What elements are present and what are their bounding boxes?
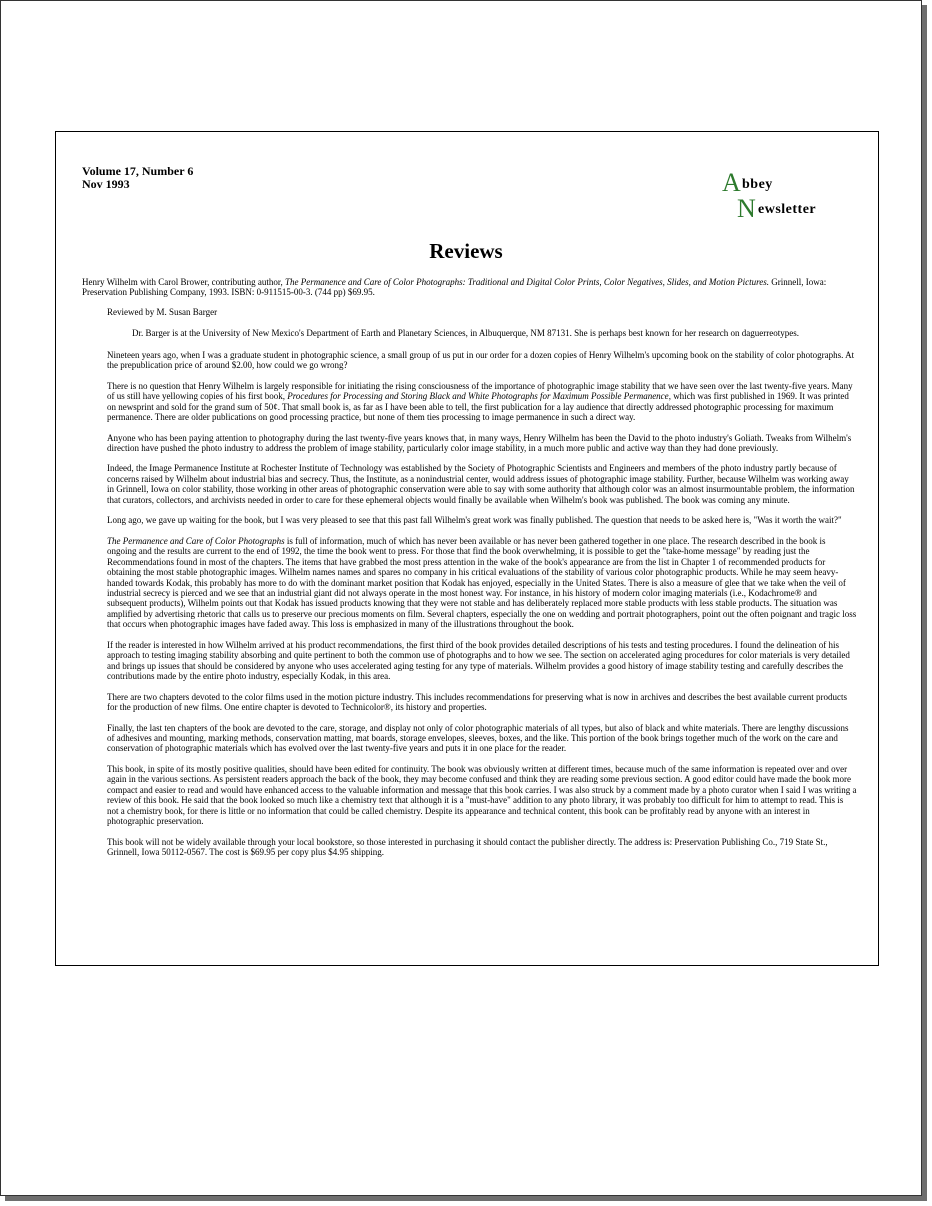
paragraph: There are two chapters devoted to the color films used in the motion picture industry. This includes recommendations for preserving what is now in archives and describes the best available current products for the production of new films. One entire chapter is devoted to Technicolor®, its history and properties.: [107, 691, 848, 713]
citation-title: The Permanence and Care of Color Photographs: Traditional and Digital Color Prints, Color Negatives, Slides, and Motion Pictures.: [284, 277, 770, 287]
paragraph: Indeed, the Image Permanence Institute at Rochester Institute of Technology was established by the Society of Photographic Scientists and Engineers and members of the photo industry partly because of concerns raised by Wilhelm about industrial bias and secrecy. Thus, the Institute, as a nonindustrial center, would address issues of photographic image stability. Further, because Wilhelm was working away in Grinnell, Iowa on color stability, those working in other areas of photographic conservation were able to say with some authority that although color was an almost insurmountable problem, the information that curators, collectors, and archivists needed in order to care for these ephemeral objects would finally be available when Wilhelm's book was published. The book was coming any minute.: [107, 463, 855, 505]
review-body: [82, 277, 857, 867]
paragraph: Nineteen years ago, when I was a graduate student in photographic science, a small group of us put in our order for a dozen copies of Henry Wilhelm's upcoming book on the stability of color photographs. At the prepublication price of around $2.00, how could we go wrong?: [107, 349, 855, 371]
volume-number: Volume 17, Number 6: [82, 164, 194, 178]
abbey-newsletter-logo: [720, 170, 850, 228]
citation-publisher: Grinnell, Iowa: Preservation Publishing Company, 1993. ISBN: 0-911515-00-3. (744 pp) $69.95.: [82, 277, 827, 298]
issue-info: [82, 165, 193, 191]
page-title: Reviews: [429, 239, 503, 263]
reviewer-bio: Dr. Barger is at the University of New Mexico's Department of Earth and Planetary Sciences, in Albuquerque, NM 87131. She is perhaps best known for her research on daguerreotypes.: [132, 328, 800, 339]
book-citation: [82, 277, 857, 298]
paragraph: The Permanence and Care of Color Photographs is full of information, much of which has never been available or has never been gathered together in one place. The research described in the book is ongoing and the results are current to the end of 1992, the time the book went to press. For those that find the book overwhelming, it is possible to get the "take-home message" by reading just the Recommendations found in most of the chapters. The items that have grabbed the most press attention in the wake of the book's appearance are from the list in Chapter 1 of recommended products for obtaining the most stable photographic images. Wilhelm names names and spares no company in his critical evaluations of the stability of various color photographic products. While he may seem heavy-handed towards Kodak, this probably has more to do with the dominant market position that Kodak has enjoyed, especially in the United States. There is also a measure of glee that we take when the veil of industrial secrecy is pierced and we see that an industrial giant did not always operate in the most honest way. For instance, in his history of modern color imaging materials (i.e., Kodachrome® and subsequent products), Wilhelm points out that Kodak has issued products knowing that they were not stable and has deliberately replaced more stable products with less stable products. The situation was amplified by advertising rhetoric that calls us to preserve our precious moments on film. Several chapters, especially the one on wedding and portrait photographers, point out the often poignant and tragic loss that occurs when photographic images have faded away. This loss is emphasized in many of the illustrations throughout the book.: [107, 535, 857, 630]
paragraph: This book will not be widely available through your local bookstore, so those interested in purchasing it should contact the publisher directly. The address is: Preservation Publishing Co., 719 State St., Grinnell, Iowa 50112-0567. The cost is $69.95 per copy plus $4.95 shipping.: [107, 836, 828, 858]
paragraph: Long ago, we gave up waiting for the book, but I was very pleased to see that this past fall Wilhelm's great work was finally published. The question that needs to be asked here is, "Was it worth the wait?": [107, 515, 842, 526]
logo-word-newsletter: ewsletter: [758, 202, 817, 217]
reviewer-line: Reviewed by M. Susan Barger: [107, 306, 218, 317]
paragraph: There is no question that Henry Wilhelm is largely responsible for initiating the rising consciousness of the importance of photographic image stability that we have seen over the last twenty-five years. Many of us still have yellowing copies of his first book, Procedures for Processing and Storing Black and White Photographs for Maximum Possible Permanence, which was first published in 1969. It was printed on newsprint and sold for the grand sum of 50¢. That small book is, as far as I have been able to tell, the first publication for a lay audience that directly addressed photographic processing for maximum permanence. There are older publications on good processing practice, but none of them ties processing to image permanence in such a direct way.: [107, 380, 853, 423]
paragraph: Anyone who has been paying attention to photography during the last twenty-five years knows that, in many ways, Henry Wilhelm has been the David to the photo industry's Goliath. Tweaks from Wilhelm's direction have pushed the photo industry to address the problem of image stability, particularly color image stability, in a much more public and active way than they had done previously.: [107, 432, 852, 453]
first-book-title: Procedures for Processing and Storing Black and White Photographs for Maximum Possible Permanence: [287, 391, 669, 402]
issue-date: Nov 1993: [82, 177, 130, 191]
logo-word-abbey: bbey: [742, 177, 773, 192]
logo-letter-a: A: [722, 168, 741, 197]
paragraph: If the reader is interested in how Wilhelm arrived at his product recommendations, the first third of the book provides detailed descriptions of his tests and testing procedures. I found the delineation of his approach to testing imaging stability absorbing and quite pertinent to both the common use of photographs and to how we see. The section on accelerated aging procedures for color materials is very detailed and brings up issues that should be considered by anyone who uses accelerated aging testing for any type of materials. Wilhelm provides a good history of image stability testing and carefully describes the contributions made by the entire photo industry, especially Kodak, in this area.: [107, 639, 850, 682]
paragraph: This book, in spite of its mostly positive qualities, should have been edited for continuity. The book was obviously written at different times, because much of the same information is repeated over and over again in the various sections. As persistent readers approach the back of the book, they may become confused and think they are reading some previous section. A good editor could have made the book more compact and easier to read and would have enhanced access to the valuable information and message that this book carries. I was also struck by a comment made by a photo curator when I said I was writing a review of this book. He said that the book looked so much like a chemistry text that although it is a "must-have" addition to any photo library, it was probably too difficult for him to attempt to read. This is not a chemistry book, for there is little or no information that could be called chemistry. Despite its appearance and technical content, this book can be profitably read by anyone with an interest in photographic preservation.: [107, 763, 857, 827]
paragraph: Finally, the last ten chapters of the book are devoted to the care, storage, and display not only of color photographic materials of all types, but also of black and white materials. There are lengthy discussions of adhesives and mounting, marking methods, conservation matting, mat boards, storage envelopes, sleeves, boxes, and the like. This portion of the book brings together much of the work on the care and conservation of photographic materials which has evolved over the last twenty-five years and puts it in one place for the reader.: [107, 722, 849, 754]
book-title-ref: The Permanence and Care of Color Photographs: [107, 535, 285, 546]
logo-letter-n: N: [737, 194, 756, 223]
citation-authors: Henry Wilhelm with Carol Brower, contributing author,: [82, 277, 283, 287]
